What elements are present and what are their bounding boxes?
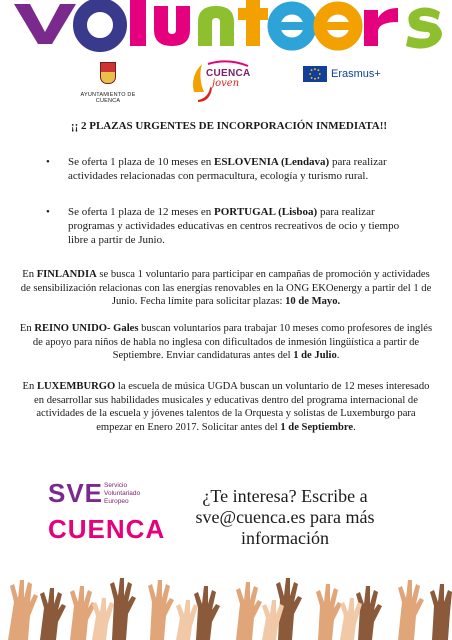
finlandia-paragraph: En FINLANDIA se busca 1 voluntario para participar en campañas de promoción y actividades de sensibilización relacionas con las energías renovables en la ONG EKOenergy a partir del 1 de Junio. Fecha límite para solicitar plazas: 10 de Mayo. bbox=[20, 269, 432, 307]
letter-s bbox=[406, 8, 442, 49]
letter-r bbox=[364, 8, 398, 46]
reino-unido-paragraph: En REINO UNIDO- Gales buscan voluntarios para trabajar 10 meses como profesores de inglés de apoyo para niños de habla no inglesa con dificultados de inmesión lingüística a partir de Septiembre. Enviar candidaturas antes del 1 de Julio. bbox=[19, 323, 433, 361]
crest-icon bbox=[100, 62, 116, 84]
bullet-icon: • bbox=[46, 156, 50, 168]
letter-t-stem bbox=[246, 0, 260, 46]
raised-hands-image bbox=[0, 572, 452, 640]
letter-v bbox=[14, 4, 76, 44]
bullet-icon: • bbox=[46, 206, 50, 218]
cuenca-joven-word: CUENCA bbox=[206, 68, 251, 79]
ayuntamiento-logo bbox=[68, 62, 148, 104]
sve-logo-small1: Servicio bbox=[104, 482, 128, 489]
erasmus-label: Erasmus+ bbox=[331, 68, 381, 80]
letter-o bbox=[80, 5, 120, 45]
ayuntamiento-label: AYUNTAMIENTO DE CUENCA bbox=[80, 92, 136, 104]
erasmus-logo bbox=[303, 66, 393, 84]
cta-line-2: sve@cuenca.es para más bbox=[195, 507, 375, 527]
list-item-text: Se oferta 1 plaza de 12 meses en PORTUGAL (Lisboa) para realizar programas y actividades educativas en centros recreativos de ocio y tiempo libre a partir de Junio. bbox=[68, 206, 400, 246]
sve-cuenca-logo bbox=[48, 478, 166, 550]
page-title: ¡¡ 2 PLAZAS URGENTES DE INCORPORACIÓN INMEDIATA!! bbox=[70, 120, 388, 132]
contact-cta bbox=[165, 486, 405, 549]
list-item bbox=[46, 155, 406, 187]
letter-n bbox=[198, 6, 234, 46]
volunteers-header bbox=[0, 0, 452, 52]
cuenca-joven-word2: joven bbox=[212, 78, 240, 89]
letter-e2-bar bbox=[324, 22, 354, 30]
cta-line-3: información bbox=[241, 528, 329, 548]
cta-line-1: ¿Te interesa? Escribe a bbox=[202, 486, 368, 506]
letter-u bbox=[154, 6, 190, 46]
sve-logo-line1: SVE bbox=[48, 478, 104, 508]
sve-logo-small3: Europeo bbox=[104, 498, 129, 505]
luxemburgo-paragraph: En LUXEMBURGO la escuela de música UGDA buscan un voluntario de 12 meses interesado en desarrollar sus habilidades musicales y educativas dentro del programa internacional de actividades de la escuela y jóvenes talentos de la Orquesta y solistas de Luxemburgo para empezar en Enero 2017. Solicitar antes del 1 de Septiembre. bbox=[22, 381, 430, 433]
eu-flag-icon bbox=[303, 66, 327, 82]
list-item-text: Se oferta 1 plaza de 10 meses en ESLOVENIA (Lendava) para realizar actividades relacionadas con permacultura, ecología y turismo rural. bbox=[68, 156, 387, 182]
letter-e1-bar bbox=[278, 22, 308, 30]
cuenca-joven-logo bbox=[188, 58, 260, 104]
letter-t-bar bbox=[238, 8, 268, 20]
letter-l bbox=[130, 0, 146, 46]
sve-logo-line2: CUENCA bbox=[48, 514, 166, 544]
list-item bbox=[46, 205, 406, 251]
hands-group bbox=[8, 578, 452, 640]
sve-logo-small2: Voluntariado bbox=[104, 490, 141, 497]
